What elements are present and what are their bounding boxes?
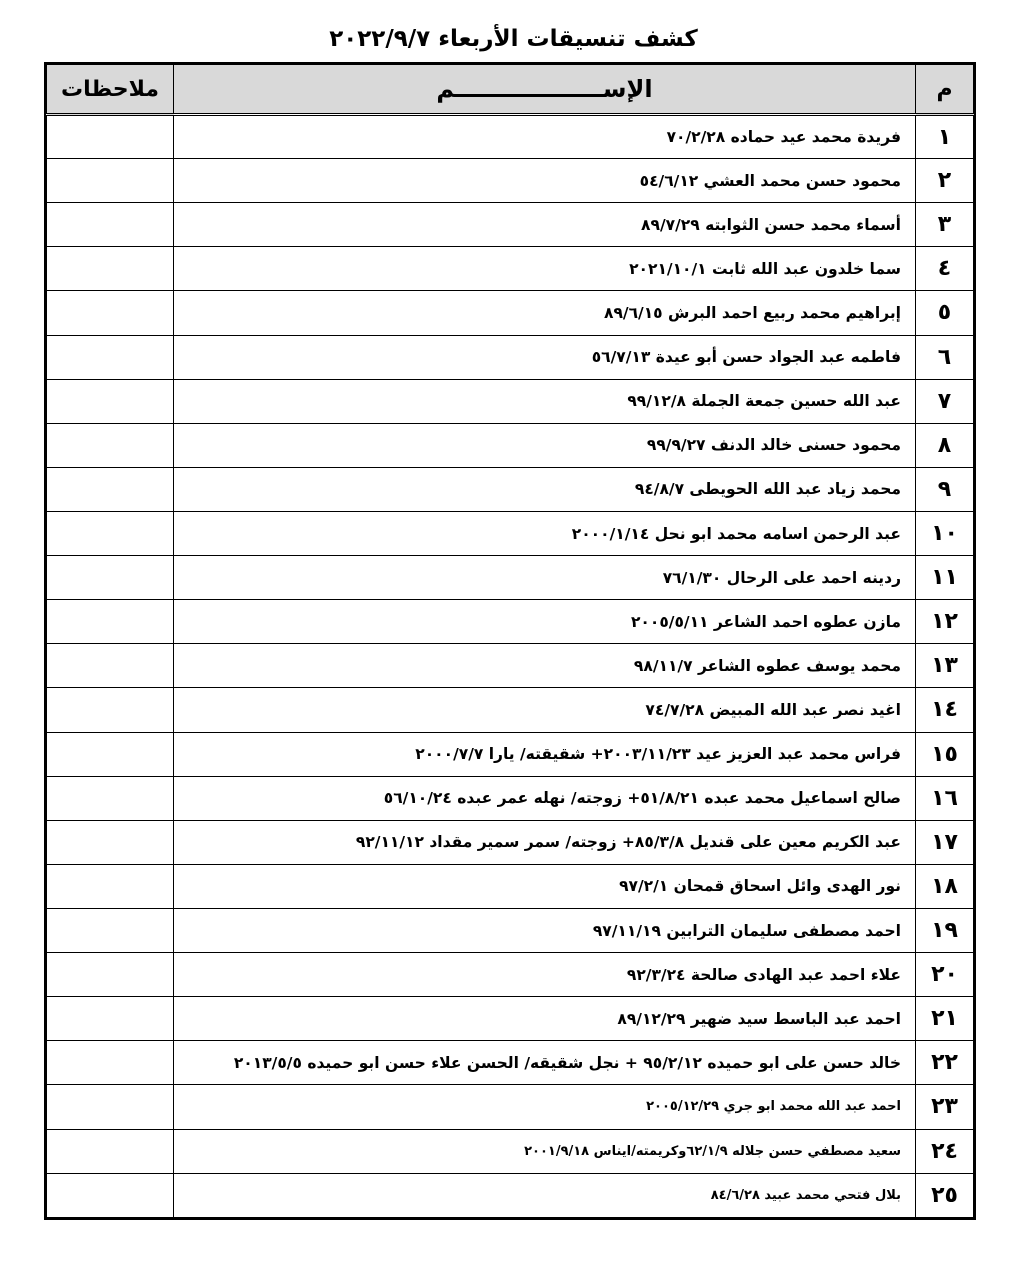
row-notes <box>47 997 174 1041</box>
names-table-container <box>44 62 976 1220</box>
row-number: ١٢ <box>916 600 974 644</box>
row-name: سعيد مصطفي حسن جلاله ٦٢/١/٩وكريمته/ايناس ٢٠٠١/٩/١٨ <box>174 1129 916 1173</box>
header-notes: ملاحظات <box>47 65 174 115</box>
row-notes <box>47 203 174 247</box>
row-notes <box>47 556 174 600</box>
table-row <box>47 511 974 555</box>
row-notes <box>47 776 174 820</box>
row-notes <box>47 908 174 952</box>
page-title: كشف تنسيقات الأربعاء ٢٠٢٢/٩/٧ <box>329 26 698 52</box>
row-number: ٢٣ <box>916 1085 974 1129</box>
row-name: عبد الرحمن اسامه محمد ابو نحل ٢٠٠٠/١/١٤ <box>174 511 916 555</box>
row-notes <box>47 115 174 159</box>
row-number: ٢٤ <box>916 1129 974 1173</box>
row-number: ٩ <box>916 467 974 511</box>
row-notes <box>47 335 174 379</box>
table-row <box>47 203 974 247</box>
table-row <box>47 644 974 688</box>
table-row <box>47 600 974 644</box>
row-number: ١٣ <box>916 644 974 688</box>
row-name: علاء احمد عبد الهادى صالحة ٩٢/٣/٢٤ <box>174 953 916 997</box>
row-number: ١٦ <box>916 776 974 820</box>
table-row <box>47 467 974 511</box>
row-number: ٢٢ <box>916 1041 974 1085</box>
table-row <box>47 291 974 335</box>
row-number: ١٧ <box>916 820 974 864</box>
row-notes <box>47 600 174 644</box>
row-notes <box>47 511 174 555</box>
table-row <box>47 820 974 864</box>
row-notes <box>47 1041 174 1085</box>
row-number: ٣ <box>916 203 974 247</box>
row-notes <box>47 379 174 423</box>
row-name: مازن عطوه احمد الشاعر ٢٠٠٥/٥/١١ <box>174 600 916 644</box>
table-row <box>47 556 974 600</box>
table-row <box>47 1129 974 1173</box>
table-row <box>47 247 974 291</box>
row-name: فاطمه عبد الجواد حسن أبو عيدة ٥٦/٧/١٣ <box>174 335 916 379</box>
row-name: أسماء محمد حسن الثوابته ٨٩/٧/٢٩ <box>174 203 916 247</box>
table-row <box>47 423 974 467</box>
row-name: إبراهيم محمد ربيع احمد البرش ٨٩/٦/١٥ <box>174 291 916 335</box>
row-number: ٦ <box>916 335 974 379</box>
row-number: ١٤ <box>916 688 974 732</box>
row-notes <box>47 423 174 467</box>
table-row <box>47 997 974 1041</box>
row-notes <box>47 820 174 864</box>
table-row <box>47 1173 974 1217</box>
row-notes <box>47 247 174 291</box>
row-notes <box>47 159 174 203</box>
row-number: ٧ <box>916 379 974 423</box>
row-number: ١٩ <box>916 908 974 952</box>
row-notes <box>47 467 174 511</box>
row-name: محمود حسن محمد العشي ٥٤/٦/١٢ <box>174 159 916 203</box>
row-name: محمد زياد عبد الله الحويطى ٩٤/٨/٧ <box>174 467 916 511</box>
row-name: احمد عبد الباسط سيد ضهير ٨٩/١٢/٢٩ <box>174 997 916 1041</box>
row-number: ١٨ <box>916 864 974 908</box>
row-number: ١١ <box>916 556 974 600</box>
table-row <box>47 1041 974 1085</box>
names-table <box>46 64 974 1218</box>
table-row <box>47 115 974 159</box>
row-name: عبد الله حسين جمعة الجملة ٩٩/١٢/٨ <box>174 379 916 423</box>
row-number: ٢٠ <box>916 953 974 997</box>
row-notes <box>47 1129 174 1173</box>
row-name: خالد حسن على ابو حميده ٩٥/٢/١٢ + نجل شقيقه/ الحسن علاء حسن ابو حميده ٢٠١٣/٥/٥ <box>174 1041 916 1085</box>
row-name: صالح اسماعيل محمد عبده ٥١/٨/٢١+ زوجته/ نهله عمر عبده ٥٦/١٠/٢٤ <box>174 776 916 820</box>
row-name: بلال فتحي محمد عبيد ٨٤/٦/٢٨ <box>174 1173 916 1217</box>
row-name: اغيد نصر عبد الله المبيض ٧٤/٧/٢٨ <box>174 688 916 732</box>
row-number: ١٠ <box>916 511 974 555</box>
header-name: الإســــــــــــــــــم <box>174 65 916 115</box>
row-name: سما خلدون عبد الله ثابت ٢٠٢١/١٠/١ <box>174 247 916 291</box>
row-notes <box>47 1173 174 1217</box>
row-number: ١ <box>916 115 974 159</box>
row-notes <box>47 864 174 908</box>
row-name: محمود حسنى خالد الدنف ٩٩/٩/٢٧ <box>174 423 916 467</box>
row-name: نور الهدى وائل اسحاق قمحان ٩٧/٢/١ <box>174 864 916 908</box>
row-name: فريدة محمد عيد حماده ٧٠/٢/٢٨ <box>174 115 916 159</box>
row-number: ٢ <box>916 159 974 203</box>
row-number: ٨ <box>916 423 974 467</box>
row-notes <box>47 732 174 776</box>
row-notes <box>47 644 174 688</box>
row-notes <box>47 1085 174 1129</box>
table-row <box>47 159 974 203</box>
table-row <box>47 688 974 732</box>
table-row <box>47 732 974 776</box>
row-number: ١٥ <box>916 732 974 776</box>
row-name: فراس محمد عبد العزيز عيد ٢٠٠٣/١١/٢٣+ شقيقته/ يارا ٢٠٠٠/٧/٧ <box>174 732 916 776</box>
row-notes <box>47 291 174 335</box>
row-notes <box>47 953 174 997</box>
row-number: ٥ <box>916 291 974 335</box>
row-name: ردينه احمد على الرحال ٧٦/١/٣٠ <box>174 556 916 600</box>
table-row <box>47 864 974 908</box>
table-row <box>47 953 974 997</box>
row-number: ٢١ <box>916 997 974 1041</box>
table-row <box>47 1085 974 1129</box>
table-row <box>47 335 974 379</box>
row-name: محمد يوسف عطوه الشاعر ٩٨/١١/٧ <box>174 644 916 688</box>
row-name: عبد الكريم معين على قنديل ٨٥/٣/٨+ زوجته/ سمر سمير مقداد ٩٢/١١/١٢ <box>174 820 916 864</box>
table-row <box>47 776 974 820</box>
row-name: احمد عبد الله محمد ابو جري ٢٠٠٥/١٢/٢٩ <box>174 1085 916 1129</box>
row-name: احمد مصطفى سليمان الترابين ٩٧/١١/١٩ <box>174 908 916 952</box>
table-row <box>47 908 974 952</box>
row-number: ٢٥ <box>916 1173 974 1217</box>
header-number: م <box>916 65 974 115</box>
table-header-row <box>47 65 974 115</box>
row-number: ٤ <box>916 247 974 291</box>
row-notes <box>47 688 174 732</box>
table-row <box>47 379 974 423</box>
